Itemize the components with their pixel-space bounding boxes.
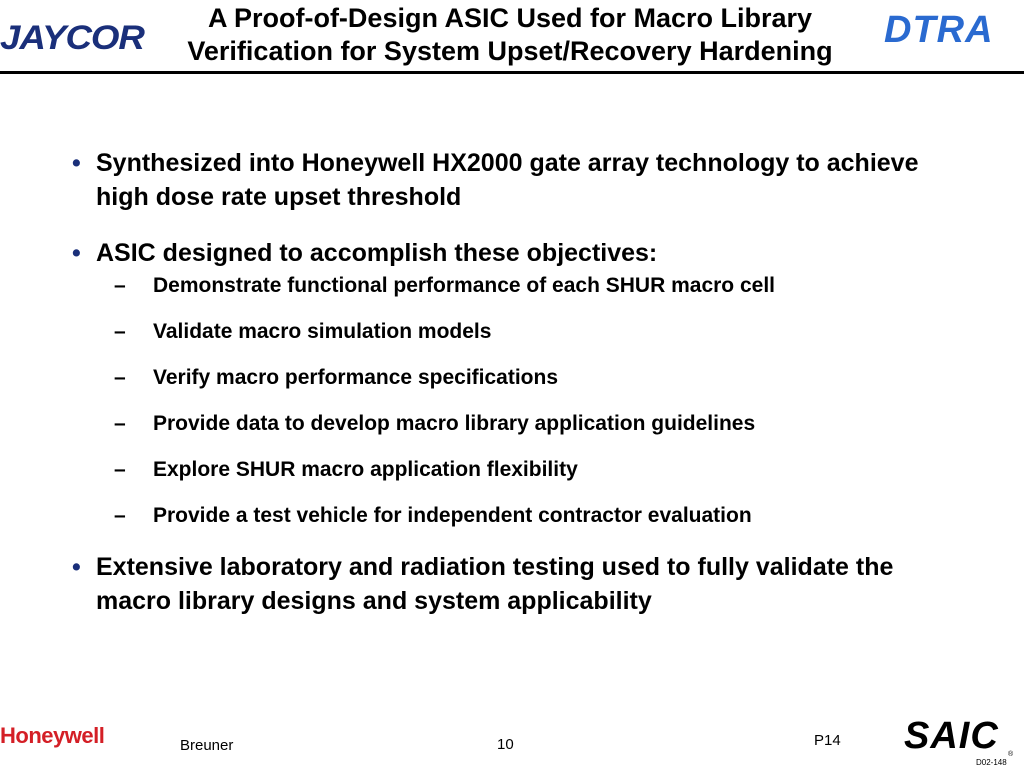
- sub-bullet-text: Provide a test vehicle for independent contractor evaluation: [153, 504, 752, 527]
- title-line-2: Verification for System Upset/Recovery Hardening: [187, 36, 833, 66]
- sub-bullet-text: Provide data to develop macro library application guidelines: [153, 412, 756, 435]
- footer-author: Breuner: [180, 737, 234, 754]
- sub-bullet-item: [114, 458, 972, 482]
- sub-bullet-text: Verify macro performance specifications: [153, 366, 558, 389]
- dash-icon: –: [114, 504, 126, 527]
- saic-logo: SAIC: [904, 715, 999, 757]
- sub-bullet-item: [114, 366, 972, 390]
- registered-mark: ®: [1008, 751, 1014, 758]
- sub-bullet-item: [114, 412, 972, 436]
- sub-bullet-item: [114, 504, 972, 528]
- title-line-1: A Proof-of-Design ASIC Used for Macro Library: [207, 3, 813, 33]
- bullet-item: [72, 236, 972, 270]
- bullet-item: [72, 550, 972, 618]
- bullet-icon: •: [72, 553, 81, 581]
- slide-body: [72, 146, 972, 640]
- bullet-item: [72, 146, 972, 214]
- dash-icon: –: [114, 320, 126, 343]
- sub-bullet-list: [114, 274, 972, 528]
- dtra-logo: DTRA: [884, 10, 994, 50]
- sub-bullet-item: [114, 320, 972, 344]
- dash-icon: –: [114, 412, 126, 435]
- sub-bullet-text: Demonstrate functional performance of each SHUR macro cell: [153, 274, 775, 297]
- jaycor-logo: JAYCOR: [0, 19, 144, 57]
- bullet-icon: •: [72, 239, 81, 267]
- header-divider: [0, 71, 1024, 74]
- bullet-text: Synthesized into Honeywell HX2000 gate array technology to achieve high dose rate upset threshold: [96, 149, 919, 211]
- bullet-text: ASIC designed to accomplish these objectives:: [96, 239, 658, 267]
- slide-title: [140, 2, 880, 68]
- sub-bullet-text: Validate macro simulation models: [153, 320, 492, 343]
- sub-bullet-text: Explore SHUR macro application flexibility: [153, 458, 578, 481]
- slide-code: P14: [814, 732, 841, 749]
- dash-icon: –: [114, 274, 126, 297]
- honeywell-logo: Honeywell: [0, 723, 105, 748]
- bullet-text: Extensive laboratory and radiation testing used to fully validate the macro library designs and system applicability: [96, 553, 894, 615]
- bullet-icon: •: [72, 149, 81, 177]
- document-id: D02-148: [976, 758, 1007, 767]
- page-number: 10: [497, 736, 514, 753]
- dash-icon: –: [114, 366, 126, 389]
- dash-icon: –: [114, 458, 126, 481]
- sub-bullet-item: [114, 274, 972, 298]
